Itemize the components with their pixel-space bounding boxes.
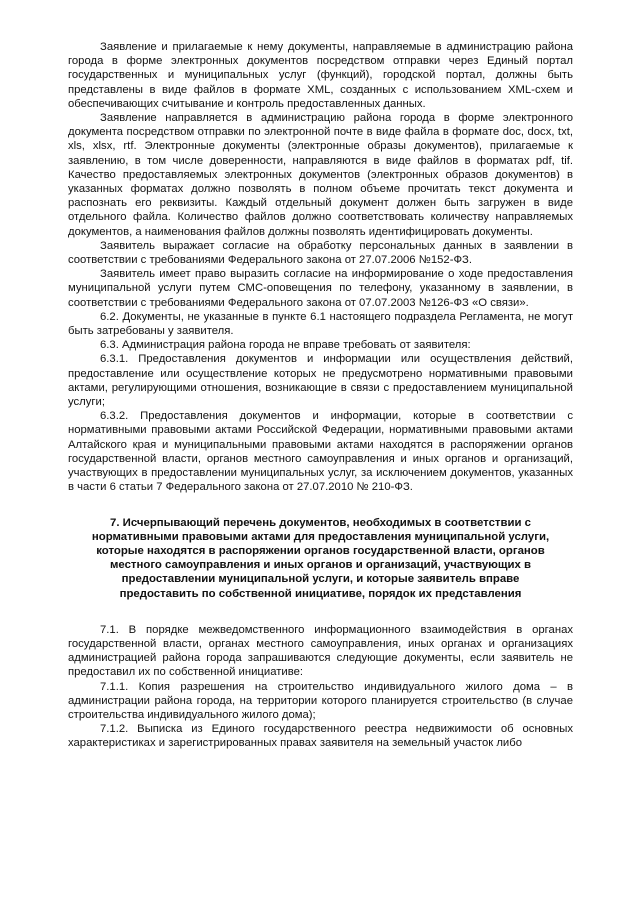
document-page [68, 40, 573, 751]
paragraph-email-format: Заявление направляется в администрацию района города в форме электронного документа посредством отправки по электронной почте в виде файла в формате doc, docx, txt, xls, xlsx, rtf. Электронные документы (электронные образы документов), прилагаемые к заявлению, в том числе доверенности, направляются в виде файлов в форматах pdf, tif. Качество предоставляемых электронных документов (электронных образов документов) в указанных форматах должно позволять в полном объеме прочитать текст документа и распознать его реквизиты. Каждый отдельный документ должен быть загружен в виде отдельного файла. Количество файлов должно соответствовать количеству направляемых документов, а наименования файлов должны позволять идентифицировать документы. [68, 112, 573, 238]
section-7-heading [68, 516, 573, 601]
paragraph-6-3: 6.3. Администрация района города не вправе требовать от заявителя: [100, 339, 471, 352]
heading-line: местного самоуправления и иных органов и организаций, участвующих в [109, 559, 532, 572]
heading-line: 7. Исчерпывающий перечень документов, необходимых в соответствии с [109, 516, 532, 529]
paragraph-6-2: 6.2. Документы, не указанные в пункте 6.1 настоящего подраздела Регламента, не могут быть затребованы у заявителя. [68, 310, 573, 338]
paragraph-personal-data-consent: Заявитель выражает согласие на обработку персональных данных в заявлении в соответствии с требованиями Федерального закона от 27.07.2006 №152-ФЗ. [68, 239, 573, 267]
heading-line: нормативными правовыми актами для предоставления муниципальной услуги, [91, 530, 550, 543]
heading-line: предоставить по собственной инициативе, порядок их представления [119, 587, 522, 600]
paragraph-6-3-1: 6.3.1. Предоставления документов и информации или осуществления действий, предоставление или осуществление которых не предусмотрено нормативными правовыми актами, регулирующими отношения, возникающие в связи с предоставлением муниципальной услуги; [68, 353, 573, 409]
paragraph-7-1-1: 7.1.1. Копия разрешения на строительство индивидуального жилого дома – в администрации района города, на территории которого планируется строительство (в случае строительства индивидуального жилого дома); [68, 680, 573, 721]
paragraph-xml-format: Заявление и прилагаемые к нему документы, направляемые в администрацию района города в форме электронных документов посредством отправки через Единый портал государственных и муниципальных услуг (функций), городской портал, должны быть представлены в виде файлов в формате XML, созданных с использованием XML-схем и обеспечивающих считывание и контроль предоставленных данных. [68, 41, 573, 110]
paragraph-7-1: 7.1. В порядке межведомственного информационного взаимодействия в органах государственной власти, органах местного самоуправления, иных органах и организациях администрацией района города запрашиваются следующие документы, если заявитель не предоставил их по собственной инициативе: [68, 623, 573, 679]
heading-line: которые находятся в распоряжении органов государственной власти, органов [96, 544, 545, 557]
paragraph-7-1-2: 7.1.2. Выписка из Единого государственного реестра недвижимости об основных характеристиках и зарегистрированных правах заявителя на земельный участок либо [68, 723, 573, 750]
heading-line: предоставлении муниципальной услуги, и которые заявитель вправе [121, 573, 520, 586]
paragraph-6-3-2: 6.3.2. Предоставления документов и информации, которые в соответствии с нормативными правовыми актами Российской Федерации, нормативными правовыми актами Алтайского края и муниципальными правовыми актами находятся в распоряжении органов государственной власти, органов местного самоуправления и иных органов и организаций, участвующих в предоставлении муниципальных услуг, за исключением документов, указанных в части 6 статьи 7 Федерального закона от 27.07.2010 № 210-ФЗ. [68, 410, 573, 494]
paragraph-sms-consent: Заявитель имеет право выразить согласие на информирование о ходе предоставления муниципальной услуги путем СМС-оповещения по телефону, указанному в заявлении, в соответствии с требованиями Федерального закона от 07.07.2003 №126-ФЗ «О связи». [68, 268, 573, 309]
